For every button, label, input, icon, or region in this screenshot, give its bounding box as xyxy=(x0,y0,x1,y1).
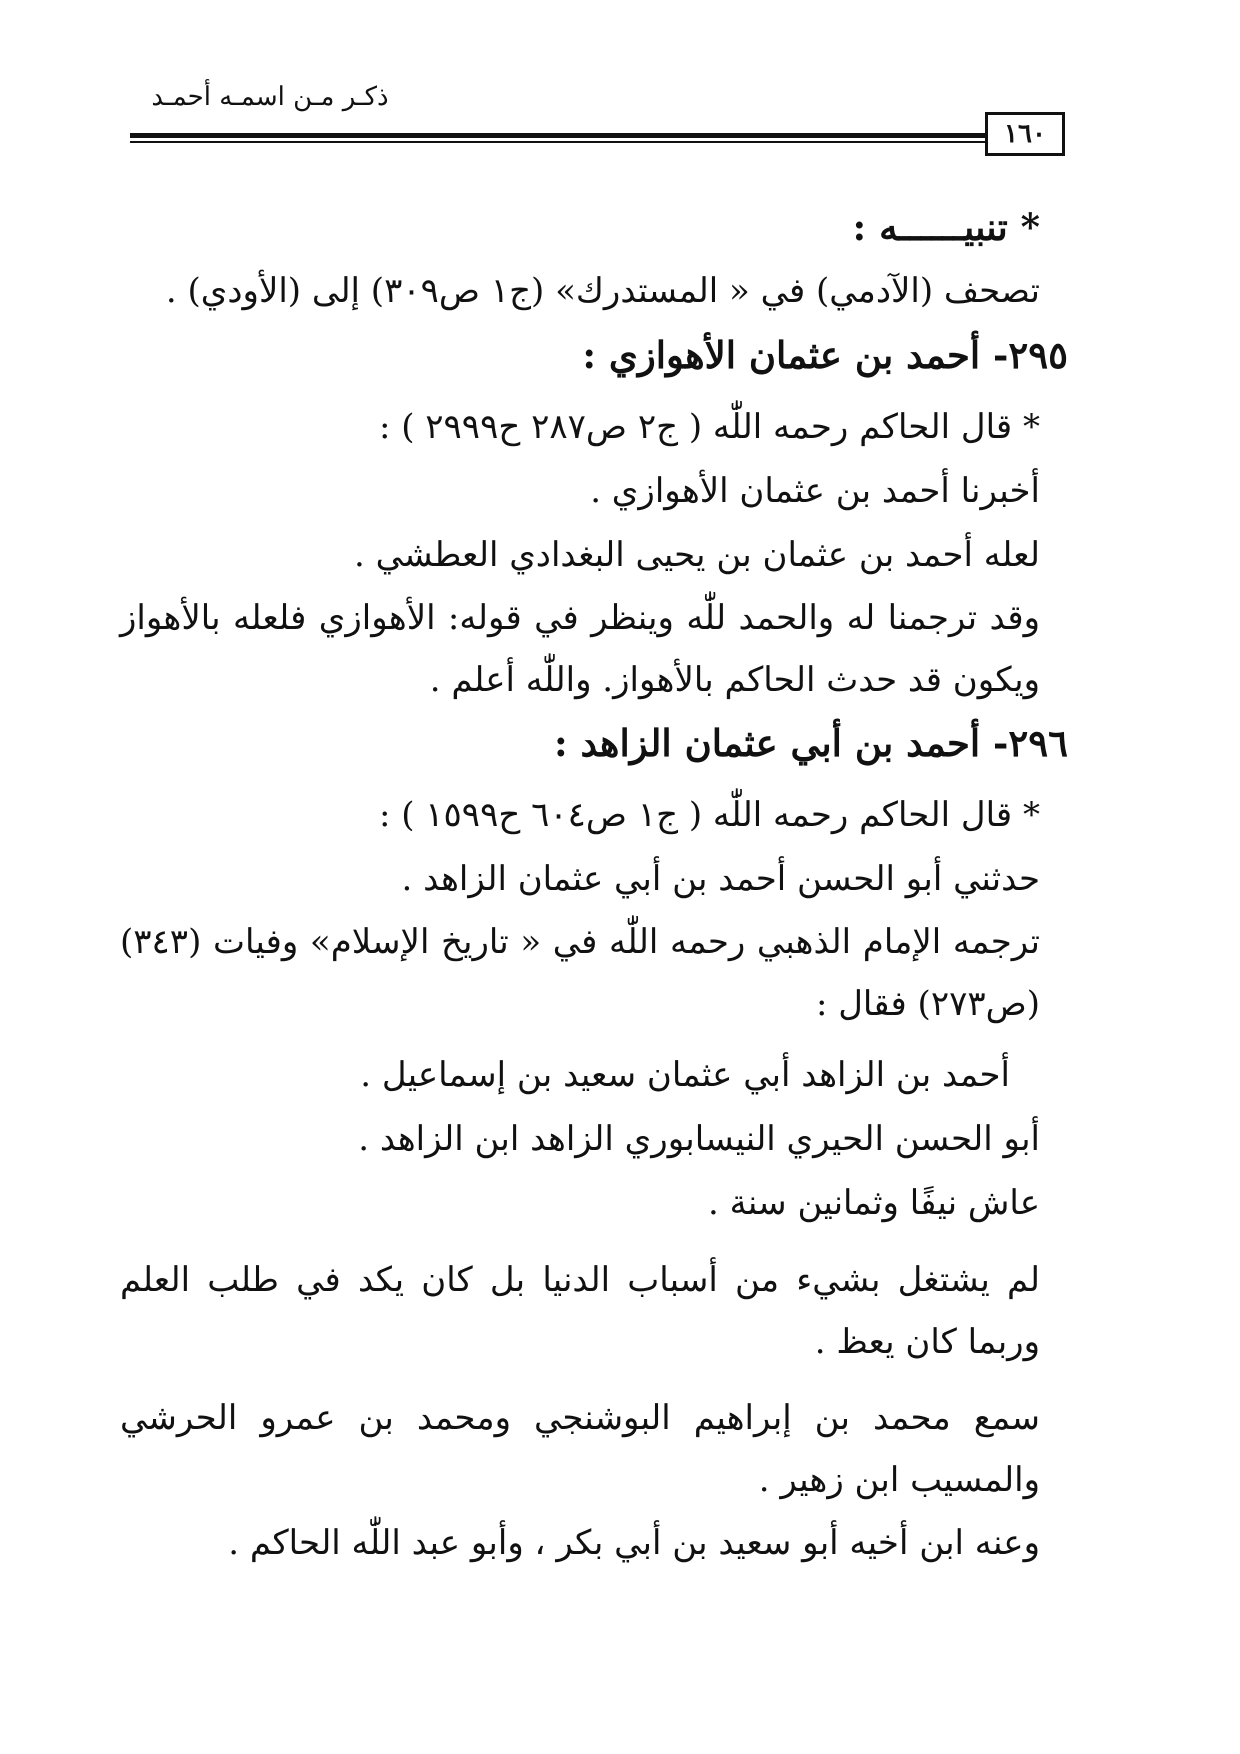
entry-295-line1: أخبرنا أحمد بن عثمان الأهوازي . xyxy=(590,471,1040,511)
note-title: * تنبيــــــه : xyxy=(852,205,1040,249)
entry-295-citation: * قال الحاكم رحمه اللّٰه ( ج٢ ص٢٨٧ ح٢٩٩٩ ) : xyxy=(378,407,1040,447)
entry-296-paragraph3: سمع محمد بن إبراهيم البوشنجي ومحمد بن عمرو الحرشي والمسيب ابن زهير . xyxy=(120,1398,1040,1500)
entry-296-line1: حدثني أبو الحسن أحمد بن أبي عثمان الزاهد . xyxy=(401,859,1040,899)
entry-296-quote3: عاش نيفًا وثمانين سنة . xyxy=(708,1183,1040,1223)
entry-296-citation: * قال الحاكم رحمه اللّٰه ( ج١ ص٦٠٤ ح١٥٩٩ ) : xyxy=(378,795,1040,835)
page-body xyxy=(120,195,1068,1575)
running-header-title: ذكـر مـن اسمـه أحمـد xyxy=(151,82,389,112)
entry-296-quote1: أحمد بن الزاهد أبي عثمان سعيد بن إسماعيل . xyxy=(360,1055,1010,1095)
entry-296-last-line: وعنه ابن أخيه أبو سعيد بن أبي بكر ، وأبو عبد اللّٰه الحاكم . xyxy=(228,1523,1040,1563)
entry-296-quote2: أبو الحسن الحيري النيسابوري الزاهد ابن الزاهد . xyxy=(358,1119,1040,1159)
entry-295-paragraph: وقد ترجمنا له والحمد للّٰه وينظر في قوله: الأهوازي فلعله بالأهواز ويكون قد حدث الحاكم بالأهواز. واللّٰه أعلم . xyxy=(120,598,1040,700)
entry-295-heading: ٢٩٥- أحمد بن عثمان الأهوازي : xyxy=(582,333,1068,377)
header-rule-thin xyxy=(130,141,985,143)
entry-295-line2: لعله أحمد بن عثمان بن يحيى البغدادي العطشي . xyxy=(354,535,1040,575)
header-rule xyxy=(130,133,985,138)
note-text: تصحف (الآدمي) في « المستدرك» (ج١ ص٣٠٩) إلى (الأودي) . xyxy=(165,271,1040,311)
entry-296-paragraph2: لم يشتغل بشيء من أسباب الدنيا بل كان يكد في طلب العلم وربما كان يعظ . xyxy=(120,1260,1040,1362)
entry-296-paragraph1: ترجمه الإمام الذهبي رحمه اللّٰه في « تاريخ الإسلام» وفيات (٣٤٣) (ص٢٧٣) فقال : xyxy=(120,922,1040,1024)
entry-296-heading: ٢٩٦- أحمد بن أبي عثمان الزاهد : xyxy=(553,721,1068,765)
page-number: ١٦٠ xyxy=(985,112,1065,156)
